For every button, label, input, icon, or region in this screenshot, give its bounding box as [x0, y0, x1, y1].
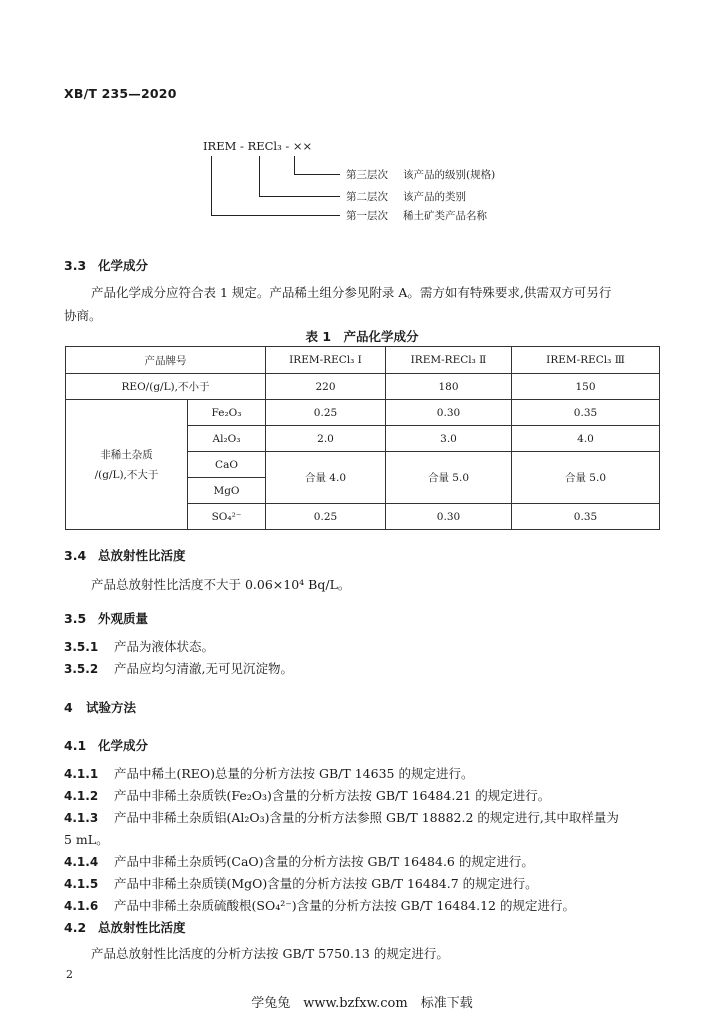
product-code: IREM - RECl₃ - ×× [203, 139, 313, 153]
section-title: 总放射性比活度 [98, 920, 186, 935]
section-number: 3.3 [64, 258, 87, 273]
clause-text: 产品中非稀土杂质镁(MgO)含量的分析方法按 GB/T 16484.7 的规定进行。 [114, 876, 538, 891]
mgo-label: MgO [188, 478, 266, 504]
page-number: 2 [66, 968, 73, 981]
section-title: 化学成分 [98, 258, 149, 273]
section-number: 4 [64, 700, 73, 715]
reo-value: 180 [386, 374, 512, 400]
level1-desc: 稀土矿类产品名称 [403, 210, 487, 222]
col-header-grade: 产品牌号 [66, 347, 266, 374]
clause-text: 产品中稀土(REO)总量的分析方法按 GB/T 14635 的规定进行。 [114, 766, 474, 781]
impurity-group-label [66, 400, 188, 530]
section-3-3-paragraph-line2: 协商。 [64, 308, 102, 323]
clause-number: 4.1.4 [64, 855, 99, 869]
table-header-row [66, 347, 660, 374]
level3-label: 第三层次 [346, 169, 388, 181]
table-caption: 表 1 产品化学成分 [305, 329, 419, 344]
section-number: 4.1 [64, 738, 87, 753]
section-title: 试验方法 [86, 700, 137, 715]
clause-4-1-6 [64, 896, 575, 914]
clause-number: 3.5.2 [64, 662, 99, 676]
section-title: 外观质量 [98, 611, 149, 626]
al2o3-value: 3.0 [386, 426, 512, 452]
al2o3-value: 4.0 [512, 426, 660, 452]
grade-2-header: IREM-RECl₃ Ⅱ [386, 347, 512, 374]
clause-4-1-3 [64, 808, 619, 826]
so4-value: 0.30 [386, 504, 512, 530]
fe2o3-value: 0.35 [512, 400, 660, 426]
section-4-2-paragraph: 产品总放射性比活度的分析方法按 GB/T 5750.13 的规定进行。 [91, 946, 449, 961]
clause-number: 4.1.2 [64, 789, 99, 803]
clause-text: 产品中非稀土杂质钙(CaO)含量的分析方法按 GB/T 16484.6 的规定进行。 [114, 854, 534, 869]
section-number: 4.2 [64, 920, 87, 935]
clause-3-5-2 [64, 659, 293, 677]
al2o3-label: Al₂O₃ [188, 426, 266, 452]
section-4-2-heading [64, 918, 186, 936]
section-4-heading [64, 698, 136, 716]
grade-3-header: IREM-RECl₃ Ⅲ [512, 347, 660, 374]
connector-level1-v [211, 156, 212, 215]
fe2o3-value: 0.30 [386, 400, 512, 426]
table-row-reo [66, 374, 660, 400]
level1-label: 第一层次 [346, 210, 388, 222]
clause-text: 产品中非稀土杂质硫酸根(SO₄²⁻)含量的分析方法按 GB/T 16484.12 的规定进行。 [114, 898, 575, 913]
clause-text: 产品中非稀土杂质铁(Fe₂O₃)含量的分析方法按 GB/T 16484.21 的规定进行。 [114, 788, 551, 803]
clause-number: 3.5.1 [64, 640, 99, 654]
clause-text: 产品为液体状态。 [114, 639, 215, 654]
clause-4-1-3-continued: 5 mL。 [64, 832, 109, 847]
chemical-composition-table [65, 346, 660, 530]
clause-number: 4.1.1 [64, 767, 99, 781]
so4-label: SO₄²⁻ [188, 504, 266, 530]
section-number: 3.5 [64, 611, 87, 626]
impurity-label-line1: 非稀土杂质 [100, 448, 153, 461]
section-title: 总放射性比活度 [98, 548, 186, 563]
connector-level2-h [259, 196, 340, 197]
section-3-5-heading [64, 609, 148, 627]
table-row-fe2o3 [66, 400, 660, 426]
reo-label: REO/(g/L),不小于 [66, 374, 266, 400]
grade-1-header: IREM-RECl₃ Ⅰ [266, 347, 386, 374]
so4-value: 0.25 [266, 504, 386, 530]
fe2o3-label: Fe₂O₃ [188, 400, 266, 426]
reo-value: 220 [266, 374, 386, 400]
clause-number: 4.1.3 [64, 811, 99, 825]
impurity-label-line2: /(g/L),不大于 [94, 468, 159, 481]
level3-desc: 该产品的级别(规格) [403, 169, 496, 181]
clause-4-1-4 [64, 852, 534, 870]
section-3-3-paragraph-line1: 产品化学成分应符合表 1 规定。产品稀土组分参见附录 A。需方如有特殊要求,供需双方可另行 [91, 285, 612, 300]
clause-4-1-5 [64, 874, 538, 892]
cao-mgo-total-value: 合量 4.0 [266, 452, 386, 504]
reo-value: 150 [512, 374, 660, 400]
level2-desc: 该产品的类别 [403, 191, 466, 203]
section-number: 3.4 [64, 548, 87, 563]
al2o3-value: 2.0 [266, 426, 386, 452]
section-3-4-paragraph: 产品总放射性比活度不大于 0.06×10⁴ Bq/L。 [91, 577, 351, 592]
clause-number: 4.1.5 [64, 877, 99, 891]
clause-number: 4.1.6 [64, 899, 99, 913]
connector-level3-v [294, 156, 295, 174]
cao-label: CaO [188, 452, 266, 478]
clause-4-1-1 [64, 764, 473, 782]
connector-level1-h [211, 215, 340, 216]
section-title: 化学成分 [98, 738, 149, 753]
connector-level2-v [259, 156, 260, 196]
cao-mgo-total-value: 合量 5.0 [512, 452, 660, 504]
clause-text: 产品应均匀清澈,无可见沉淀物。 [114, 661, 293, 676]
section-3-3-heading [64, 256, 148, 274]
clause-text: 产品中非稀土杂质铝(Al₂O₃)含量的分析方法参照 GB/T 18882.2 的规定进行,其中取样量为 [114, 810, 619, 825]
clause-4-1-2 [64, 786, 550, 804]
connector-level3-h [294, 174, 340, 175]
clause-3-5-1 [64, 637, 214, 655]
footer-watermark: 学兔兔 www.bzfxw.com 标准下载 [251, 996, 473, 1011]
level2-label: 第二层次 [346, 191, 388, 203]
section-4-1-heading [64, 736, 148, 754]
section-3-4-heading [64, 546, 186, 564]
cao-mgo-total-value: 合量 5.0 [386, 452, 512, 504]
so4-value: 0.35 [512, 504, 660, 530]
standard-number: XB/T 235—2020 [64, 86, 177, 101]
fe2o3-value: 0.25 [266, 400, 386, 426]
